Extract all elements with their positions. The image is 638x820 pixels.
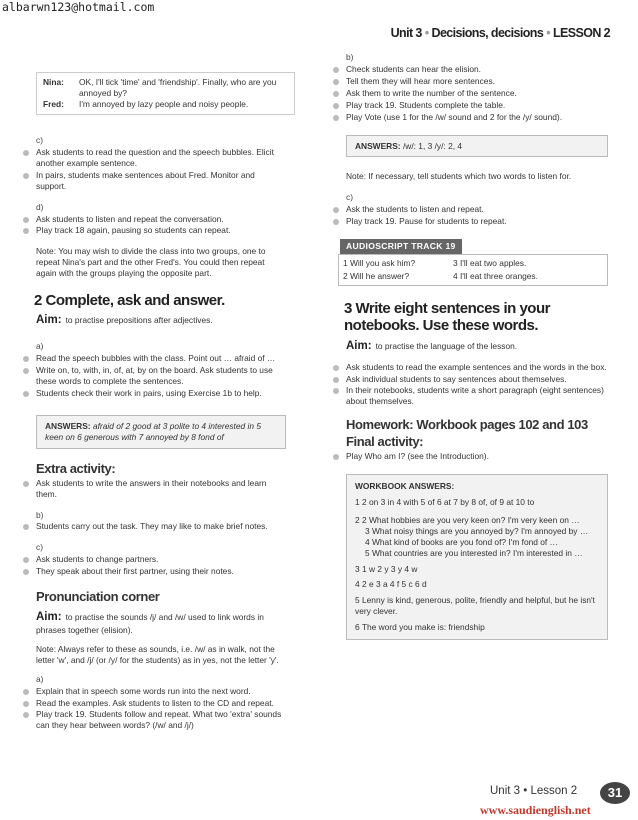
- answers-box: [36, 415, 286, 449]
- step-letter: a): [36, 673, 44, 684]
- bullet-item: Ask them to write the number of the sentence.: [328, 88, 608, 99]
- left-column: [18, 129, 286, 732]
- step-letter: b): [346, 52, 354, 62]
- audioscript-line: 4 I'll eat three oranges.: [453, 271, 538, 282]
- aim-text: to practise prepositions after adjectives.: [65, 315, 213, 326]
- step-letter: b): [36, 509, 44, 520]
- workbook-answer-line: 3 1 w 2 y 3 y 4 w: [355, 563, 418, 574]
- dialog-line: [43, 99, 288, 110]
- aim-text: to practise the language of the lesson.: [375, 340, 518, 351]
- dialog-box: [36, 72, 295, 115]
- watermark-email: albarwn123@hotmail.com: [2, 0, 155, 14]
- final-activity-title: Final activity:: [346, 434, 424, 450]
- bullet-item: Tell them they will hear more sentences.: [328, 76, 608, 87]
- extra-activity-title: Extra activity:: [36, 460, 116, 476]
- bullet-item: Read the speech bubbles with the class. Point out … afraid of …: [18, 353, 286, 364]
- bullet-item: Students check their work in pairs, using Exercise 1b to help.: [18, 388, 286, 399]
- answers-label: ANSWERS:: [45, 420, 91, 431]
- bullet-item: Play track 19. Students complete the table.: [328, 100, 608, 111]
- bullet-item: Ask students to read the question and the speech bubbles. Elicit another example sentence.: [18, 147, 286, 169]
- pronunciation-title: Pronunciation corner: [36, 589, 160, 605]
- bullet-item: Play track 19. Pause for students to repeat.: [328, 216, 608, 227]
- aim-text: to practise the sounds /j/ and /w/ used to link words in phrases together (elision).: [36, 612, 264, 635]
- right-column: [328, 52, 608, 640]
- step-letter: c): [36, 135, 43, 145]
- answers-text: /w/: 1, 3 /y/: 2, 4: [402, 140, 463, 151]
- step-c2: [18, 542, 286, 577]
- step-d: [18, 202, 286, 237]
- audioscript-title: AUDIOSCRIPT TRACK 19: [340, 239, 462, 254]
- bullet-item: Write on, to, with, in, of, at, by on the board. Ask students to use these words to complete the sentences.: [18, 365, 286, 387]
- header-title: Decisions, decisions: [431, 26, 544, 40]
- step-a2: [18, 674, 286, 732]
- bullet-separator: •: [546, 26, 550, 40]
- website-url: www.saudienglish.net: [480, 803, 591, 817]
- bullet-item: They speak about their first partner, using their notes.: [18, 566, 286, 577]
- pronunciation-aim: [18, 610, 286, 636]
- bullet-item: Play track 19. Students follow and repeat. What two 'extra' sounds can they hear between words? (/w/ and /j/): [18, 709, 286, 731]
- bullet-item: Ask students to write the answers in their notebooks and learn them.: [18, 478, 286, 500]
- section-2-title: 2 Complete, ask and answer.: [34, 292, 225, 310]
- step-letter: d): [36, 201, 44, 212]
- speaker: Nina:: [43, 77, 64, 87]
- step-letter: c): [346, 192, 353, 203]
- header-unit: Unit 3: [390, 26, 422, 40]
- workbook-answer-line: 5 What countries are you interested in? I'm interested in …: [365, 547, 583, 558]
- dialog-line: [43, 77, 288, 99]
- page-number: 31: [600, 782, 630, 804]
- workbook-answer-line: 5 Lenny is kind, generous, polite, friendly and helpful, but he isn't very clever.: [355, 595, 595, 617]
- audioscript: [338, 239, 608, 286]
- section-3-aim: [328, 339, 608, 354]
- dialog-text: OK, I'll tick 'time' and 'friendship'. Finally, who are you annoyed by?: [79, 77, 277, 98]
- bullet-item: Ask students to change partners.: [18, 554, 286, 565]
- answers-label: ANSWERS:: [355, 140, 401, 151]
- workbook-answer-line: 6 The word you make is: friendship: [355, 622, 485, 633]
- workbook-answer-line: 2 2 What hobbies are you very keen on? I'm very keen on …: [355, 514, 580, 525]
- bullet-item: Play track 18 again, pausing so students can repeat.: [18, 225, 286, 236]
- step-c: [328, 192, 608, 227]
- aim-label: Aim:: [36, 611, 62, 624]
- bullet-item: Explain that in speech some words run into the next word.: [18, 686, 286, 697]
- bullet-item: Ask students to listen and repeat the conversation.: [18, 214, 286, 225]
- step-a: [18, 341, 286, 399]
- bullet-item: Play Who am I? (see the Introduction).: [328, 451, 608, 462]
- header-lesson: LESSON 2: [552, 26, 610, 40]
- bullet-item: In pairs, students make sentences about Fred. Monitor and support.: [18, 170, 286, 192]
- bullet-item: Ask students to read the example sentences and the words in the box.: [328, 362, 608, 373]
- teacher-note: Note: If necessary, tell students which two words to listen for.: [346, 171, 572, 182]
- audioscript-line: 2 Will he answer?: [343, 271, 410, 282]
- step-b: [18, 510, 286, 533]
- step-letter: a): [36, 341, 44, 352]
- bullet-separator: •: [424, 26, 429, 40]
- bullet-item: Read the examples. Ask students to listen to the CD and repeat.: [18, 698, 286, 709]
- workbook-answer-line: 4 2 e 3 a 4 f 5 c 6 d: [355, 579, 427, 590]
- bullet-item: Students carry out the task. They may like to make brief notes.: [18, 521, 286, 532]
- running-header: [360, 25, 610, 41]
- workbook-answers-box: [346, 474, 608, 640]
- aim-label: Aim:: [346, 339, 372, 352]
- section-2-aim: [18, 313, 286, 328]
- teacher-note: Note: Always refer to these as sounds, i.e. /w/ as in walk, not the letter 'w', and /j/ (or /y/ for the students) as in yes, not the letter 'y'.: [36, 643, 279, 665]
- bullet-item: Ask the students to listen and repeat.: [328, 204, 608, 215]
- audioscript-line: 3 I'll eat two apples.: [453, 258, 527, 269]
- workbook-answer-line: 1 2 on 3 in 4 with 5 of 6 at 7 by 8 of, of 9 at 10 to: [355, 496, 535, 507]
- homework-title: Homework: Workbook pages 102 and 103: [346, 417, 588, 433]
- teacher-note: Note: You may wish to divide the class into two groups, one to repeat Nina's part and the other Fred's. You could then repeat again with the groups playing the opposite part.: [36, 246, 266, 279]
- step-letter: c): [36, 542, 43, 553]
- answers-text: afraid of 2 good at 3 polite to 4 interested in 5 keen on 6 generous with 7 annoyed by 8 fond of: [45, 420, 262, 442]
- answers-box: [346, 135, 608, 158]
- aim-label: Aim:: [36, 314, 62, 327]
- audioscript-line: 1 Will you ask him?: [343, 258, 416, 269]
- footer-unit-lesson: Unit 3 • Lesson 2: [490, 785, 578, 797]
- bullet-item: Ask individual students to say sentences about themselves.: [328, 374, 608, 385]
- bullet-item: Play Vote (use 1 for the /w/ sound and 2 for the /y/ sound).: [328, 112, 608, 123]
- workbook-answer-line: 4 What kind of books are you fond of? I'm fond of …: [365, 536, 558, 547]
- step-c: [18, 135, 286, 192]
- bullet-item: Check students can hear the elision.: [328, 64, 608, 75]
- workbook-answers-label: WORKBOOK ANSWERS:: [355, 480, 455, 491]
- bullet-item: In their notebooks, students write a short paragraph (eight sentences) about themselves.: [328, 385, 608, 407]
- dialog-text: I'm annoyed by lazy people and noisy people.: [79, 98, 249, 109]
- audioscript-lines: [338, 254, 608, 286]
- speaker: Fred:: [43, 98, 64, 109]
- workbook-answer-line: 3 What noisy things are you annoyed by? I'm annoyed by …: [365, 525, 589, 536]
- section-3-title: 3 Write eight sentences in your notebooks. Use these words.: [344, 300, 550, 335]
